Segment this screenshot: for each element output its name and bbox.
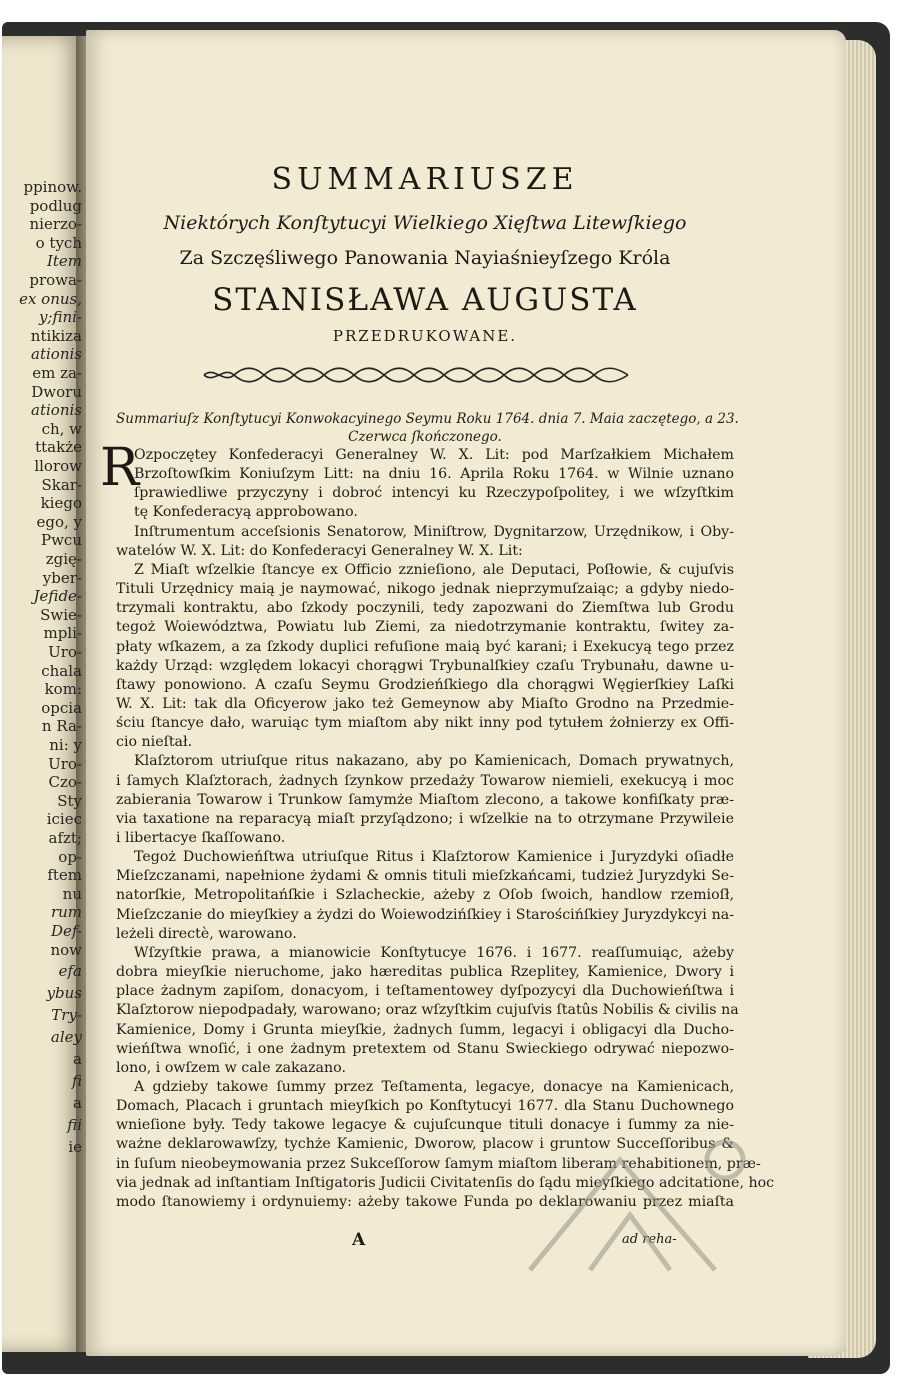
- body-line: ſprawiedliwe przyczyny i dobroć intencyi ku Rzeczypoſpolitey, i we wſzyſtkim: [134, 485, 734, 502]
- left-page-fragment: o tych: [35, 233, 82, 252]
- page-subtitle: Niektórych Konſtytucyi Wielkiego Xięſtwa Litewſkiego: [163, 212, 687, 234]
- left-page-fragment: y;fini-: [38, 308, 82, 327]
- left-page-fragment: Dworu: [31, 382, 82, 401]
- left-page-fragment: ationis: [31, 401, 82, 420]
- left-page-fragment: opcia: [41, 698, 82, 717]
- left-page-fragment: prowa-: [29, 271, 82, 289]
- left-page-fragment: aley: [50, 1028, 82, 1046]
- left-page-fragment: ftem: [47, 866, 82, 885]
- left-page-fragment: ttakże: [35, 438, 82, 457]
- body-line: Ozpoczętey Konfederacyi Generalney W. X. Lit: pod Marſzałkiem Michałem: [134, 447, 734, 463]
- left-page-fragment: op-: [58, 847, 82, 866]
- left-page-fragment: Try-: [51, 1006, 82, 1024]
- body-line: płaty wſkazem, a za ſzkody duplici refuſione maią być karani; i Exekucyą tego przez: [116, 638, 734, 655]
- body-line: Klaſztorom utriuſque ritus nakazano, aby po Kamienicach, Domach prywatnych,: [134, 753, 734, 770]
- body-line: Brzoſtowſkim Koniuſzym Litt: na dniu 16. Aprila Roku 1764. w Wilnie uznano: [134, 466, 734, 483]
- left-page-fragment: em za-: [32, 364, 82, 382]
- summary-heading-line: Czerwca ſkończonego.: [348, 429, 502, 445]
- body-line: lono, i owſzem w cale zakazano.: [116, 1059, 346, 1076]
- page-title: SUMMARIUSZE: [271, 162, 579, 197]
- left-page-fragment: ntikiza: [30, 326, 82, 345]
- body-line: watelów W. X. Lit: do Konfederacyi Generalney W. X. Lit:: [116, 542, 523, 559]
- body-line: Tegoż Duchowieńſtwa utriuſque Ritus i Klaſztorow Kamienice i Juryzdyki oſiadłe: [134, 849, 734, 866]
- left-page-fragment: zgię-: [45, 550, 82, 568]
- summary-heading-line: Summariuſz Konſtytucyi Konwokacyinego Seymu Roku 1764. dnia 7. Maia zaczętego, a 23.: [116, 411, 739, 427]
- left-page-fragment: ego, y: [36, 512, 82, 531]
- left-page-fragment: Jefide-: [33, 587, 82, 606]
- body-line: leżeli directè, warowano.: [116, 925, 297, 942]
- body-line: place żadnym zapiſom, donacyom, i teſtamentowey dyſpozycyi dla Duchowieńſtwa i: [116, 983, 734, 1000]
- body-line: wieńſtwa wnoſić, i one żadnym pretextem od Stanu Swieckiego odrywać niepozwo-: [116, 1040, 734, 1057]
- body-line: via taxatione na reparacyą miaſt przyſądzono; i wſzelkie na to otrzymane Przywileie: [116, 810, 734, 827]
- body-line: zabierania Towarow i Trunkow ſamymże Miaſtom zlecono, a takowe konfiſkaty præ-: [116, 791, 734, 808]
- stamp-watermark-icon: [470, 1120, 770, 1280]
- left-page-fragment: fii: [67, 1116, 82, 1134]
- body-line: cio nieſtał.: [116, 734, 193, 751]
- left-page-fragment: Uro-: [48, 754, 82, 773]
- left-page-fragment: ni: y: [49, 736, 82, 754]
- left-page-fragment: kom:: [44, 680, 82, 699]
- reprint-note: PRZEDRUKOWANE.: [332, 327, 518, 345]
- body-line: dobra mieyſkie nieruchome, jako hæreditas publica Rzeplitey, Kamienice, Dwory i: [116, 964, 734, 980]
- body-line: via jednak ad inſtantiam Inſtigatoris Judicii Civitatenſis do ſądu mieyſkiego adcitatione, hoc: [116, 1174, 775, 1191]
- left-page-fragment: ch, w: [41, 419, 82, 438]
- body-line: trzymali kontraktu, abo ſzkody poczynili, tedy zapozwani do Ziemſtwa lub Grodu: [116, 600, 734, 617]
- body-line: ściu ſtancye dało, waruiąc tym miaſtom aby nikt inny pod tytułem żołnierzy ex Offi-: [116, 715, 734, 732]
- body-line: in ſuſum nieobeymowania przez Sukceſſorow ſamym miaſtom liberam rehabitionem, præ-: [116, 1155, 761, 1172]
- body-line: i ſamych Klaſztorach, żadnych ſzynkow przedaży Towarow niemieli, exekucyą i moc: [116, 772, 734, 789]
- left-page-fragment: ppinow.: [23, 178, 82, 196]
- left-page-fragment: Sty: [57, 791, 82, 810]
- left-page-fragment: efa: [58, 962, 82, 980]
- body-line: W. X. Lit: tak dla Oficyerow jako też Gemeynow aby Miaſto Grodno na Przedmie-: [116, 695, 734, 712]
- left-page-fragment: llorow: [34, 457, 82, 475]
- left-page-fragment: podlug: [29, 196, 82, 215]
- drop-cap: R: [100, 438, 140, 498]
- signature-mark: A: [352, 1230, 366, 1250]
- body-line: Kamienice, Domy i Grunta mieyſkie, żadnych ſumm, legacyi i obligacyi dla Ducho-: [116, 1021, 734, 1038]
- left-page-fragment: now: [50, 940, 82, 959]
- left-page-fragment: nu: [62, 884, 82, 903]
- left-page-fragment: yber-: [42, 568, 82, 587]
- body-line: Tituli Urzędnicy maią je naymować, nikogo jednak nieprzymuſzaiąc; a gdyby niedo-: [116, 581, 734, 597]
- body-line: tegoż Woiewództwa, Powiatu lub Ziemi, za niedotrzymanie kontraktu, ſwitey za-: [116, 619, 734, 636]
- left-page-fragment: Uro-: [48, 643, 82, 661]
- left-page-fragment: ie: [68, 1138, 82, 1156]
- body-line: tę Konfederacyą approbowano.: [134, 504, 358, 521]
- left-page-fragment: mpli-: [43, 624, 82, 643]
- left-page-fragment: Def-: [51, 922, 82, 940]
- left-page-fragment: afzt;: [48, 829, 82, 847]
- body-line: Mieſzczanami, napełnione żydami & omnis tituli mieſzkańcami, tudzież Juryzdyki Se-: [116, 868, 734, 885]
- catchword: ad reha-: [622, 1232, 677, 1247]
- left-page-fragment: ex onus,: [19, 289, 82, 308]
- left-page-fragment: ationis: [31, 345, 82, 364]
- left-page-fragment: Czo-: [48, 773, 82, 792]
- body-line: i libertacye ſkaſſowano.: [116, 830, 286, 846]
- body-line: natorſkie, Metropolitańſkie i Szlacheckie, ażeby z Oſob ſwoich, handlow rzemioſł,: [116, 887, 734, 904]
- left-page-fragment: a: [73, 1094, 82, 1112]
- left-page-fragment: Pwcu: [41, 531, 82, 550]
- left-page-fragment: rum: [50, 903, 82, 922]
- body-line: Z Miaſt wſzelkie ſtancye ex Officio zznieſiono, ale Deputaci, Poſłowie, & cujuſvis: [134, 561, 734, 578]
- left-page-fragment: a: [73, 1050, 82, 1068]
- body-line: Domach, Placach i gruntach mieyſkich po Konſtytucyi 1677. dla Stanu Duchownego: [116, 1098, 734, 1115]
- body-line: A gdzieby takowe ſummy przez Teſtamenta, legacye, donacye na Kamienicach,: [134, 1078, 734, 1095]
- left-page-fragment: chala: [41, 661, 82, 680]
- left-page-fragment: n Ra-: [41, 717, 82, 736]
- body-line: Mieſzczanie do mieyſkiey a żydzi do Woiewodzińſkiey i Starościńſkiey Juryzdykcyi na-: [116, 906, 734, 923]
- king-name: STANISŁAWA AUGUSTA: [212, 282, 638, 318]
- body-line: Inſtrumentum acceſsionis Senatorow, Miniſtrow, Dygnitarzow, Urzędnikow, i Oby-: [134, 523, 734, 540]
- body-line: Klaſztorow niepodpadały, warowano; oraz wſzyſtkim cujuſvis ſtatûs Nobilis & civilis na: [116, 1002, 739, 1019]
- body-line: każdy Urząd: względem lokacyi chorągwi Trybunalſkiey czaſu Trybunału, dawne u-: [116, 657, 734, 674]
- left-page-fragment: fi: [71, 1072, 82, 1090]
- reign-line: Za Szczęśliwego Panowania Nayiaśnieyſzego Króla: [179, 247, 671, 269]
- body-line: ſtawy ponowiono. A czaſu Seymu Grodzieńſkiego dla chorągwi Węgierſkiey Laſki: [116, 676, 734, 693]
- left-page-fragment: Skar-: [41, 475, 82, 494]
- left-page-fragment: ybus: [46, 984, 82, 1002]
- left-page-fragment: Swie-: [40, 605, 82, 624]
- left-page-fragment: nierzo-: [29, 215, 82, 234]
- ornament-divider: [200, 366, 632, 384]
- body-line: ważne deklarowawſzy, tychże Kamienic, Dworow, placow i gruntow Succeſſoribus &: [116, 1136, 734, 1153]
- left-page-fragment: kiego: [40, 494, 82, 513]
- body-line: modo ſtanowiemy i ordynuiemy: ażeby takowe Funda po deklarowaniu przez miaſta: [116, 1193, 734, 1210]
- body-line: wnieſione były. Tedy takowe legacye & cujuſcunque tituli donacye i ſummy za nie-: [116, 1117, 734, 1134]
- left-page-fragment: Item: [46, 252, 82, 271]
- body-line: Wſzyſtkie prawa, a mianowicie Konſtytucye 1676. i 1677. reaſſumuiąc, ażeby: [134, 944, 734, 961]
- left-page-fragment: iciec: [46, 810, 82, 829]
